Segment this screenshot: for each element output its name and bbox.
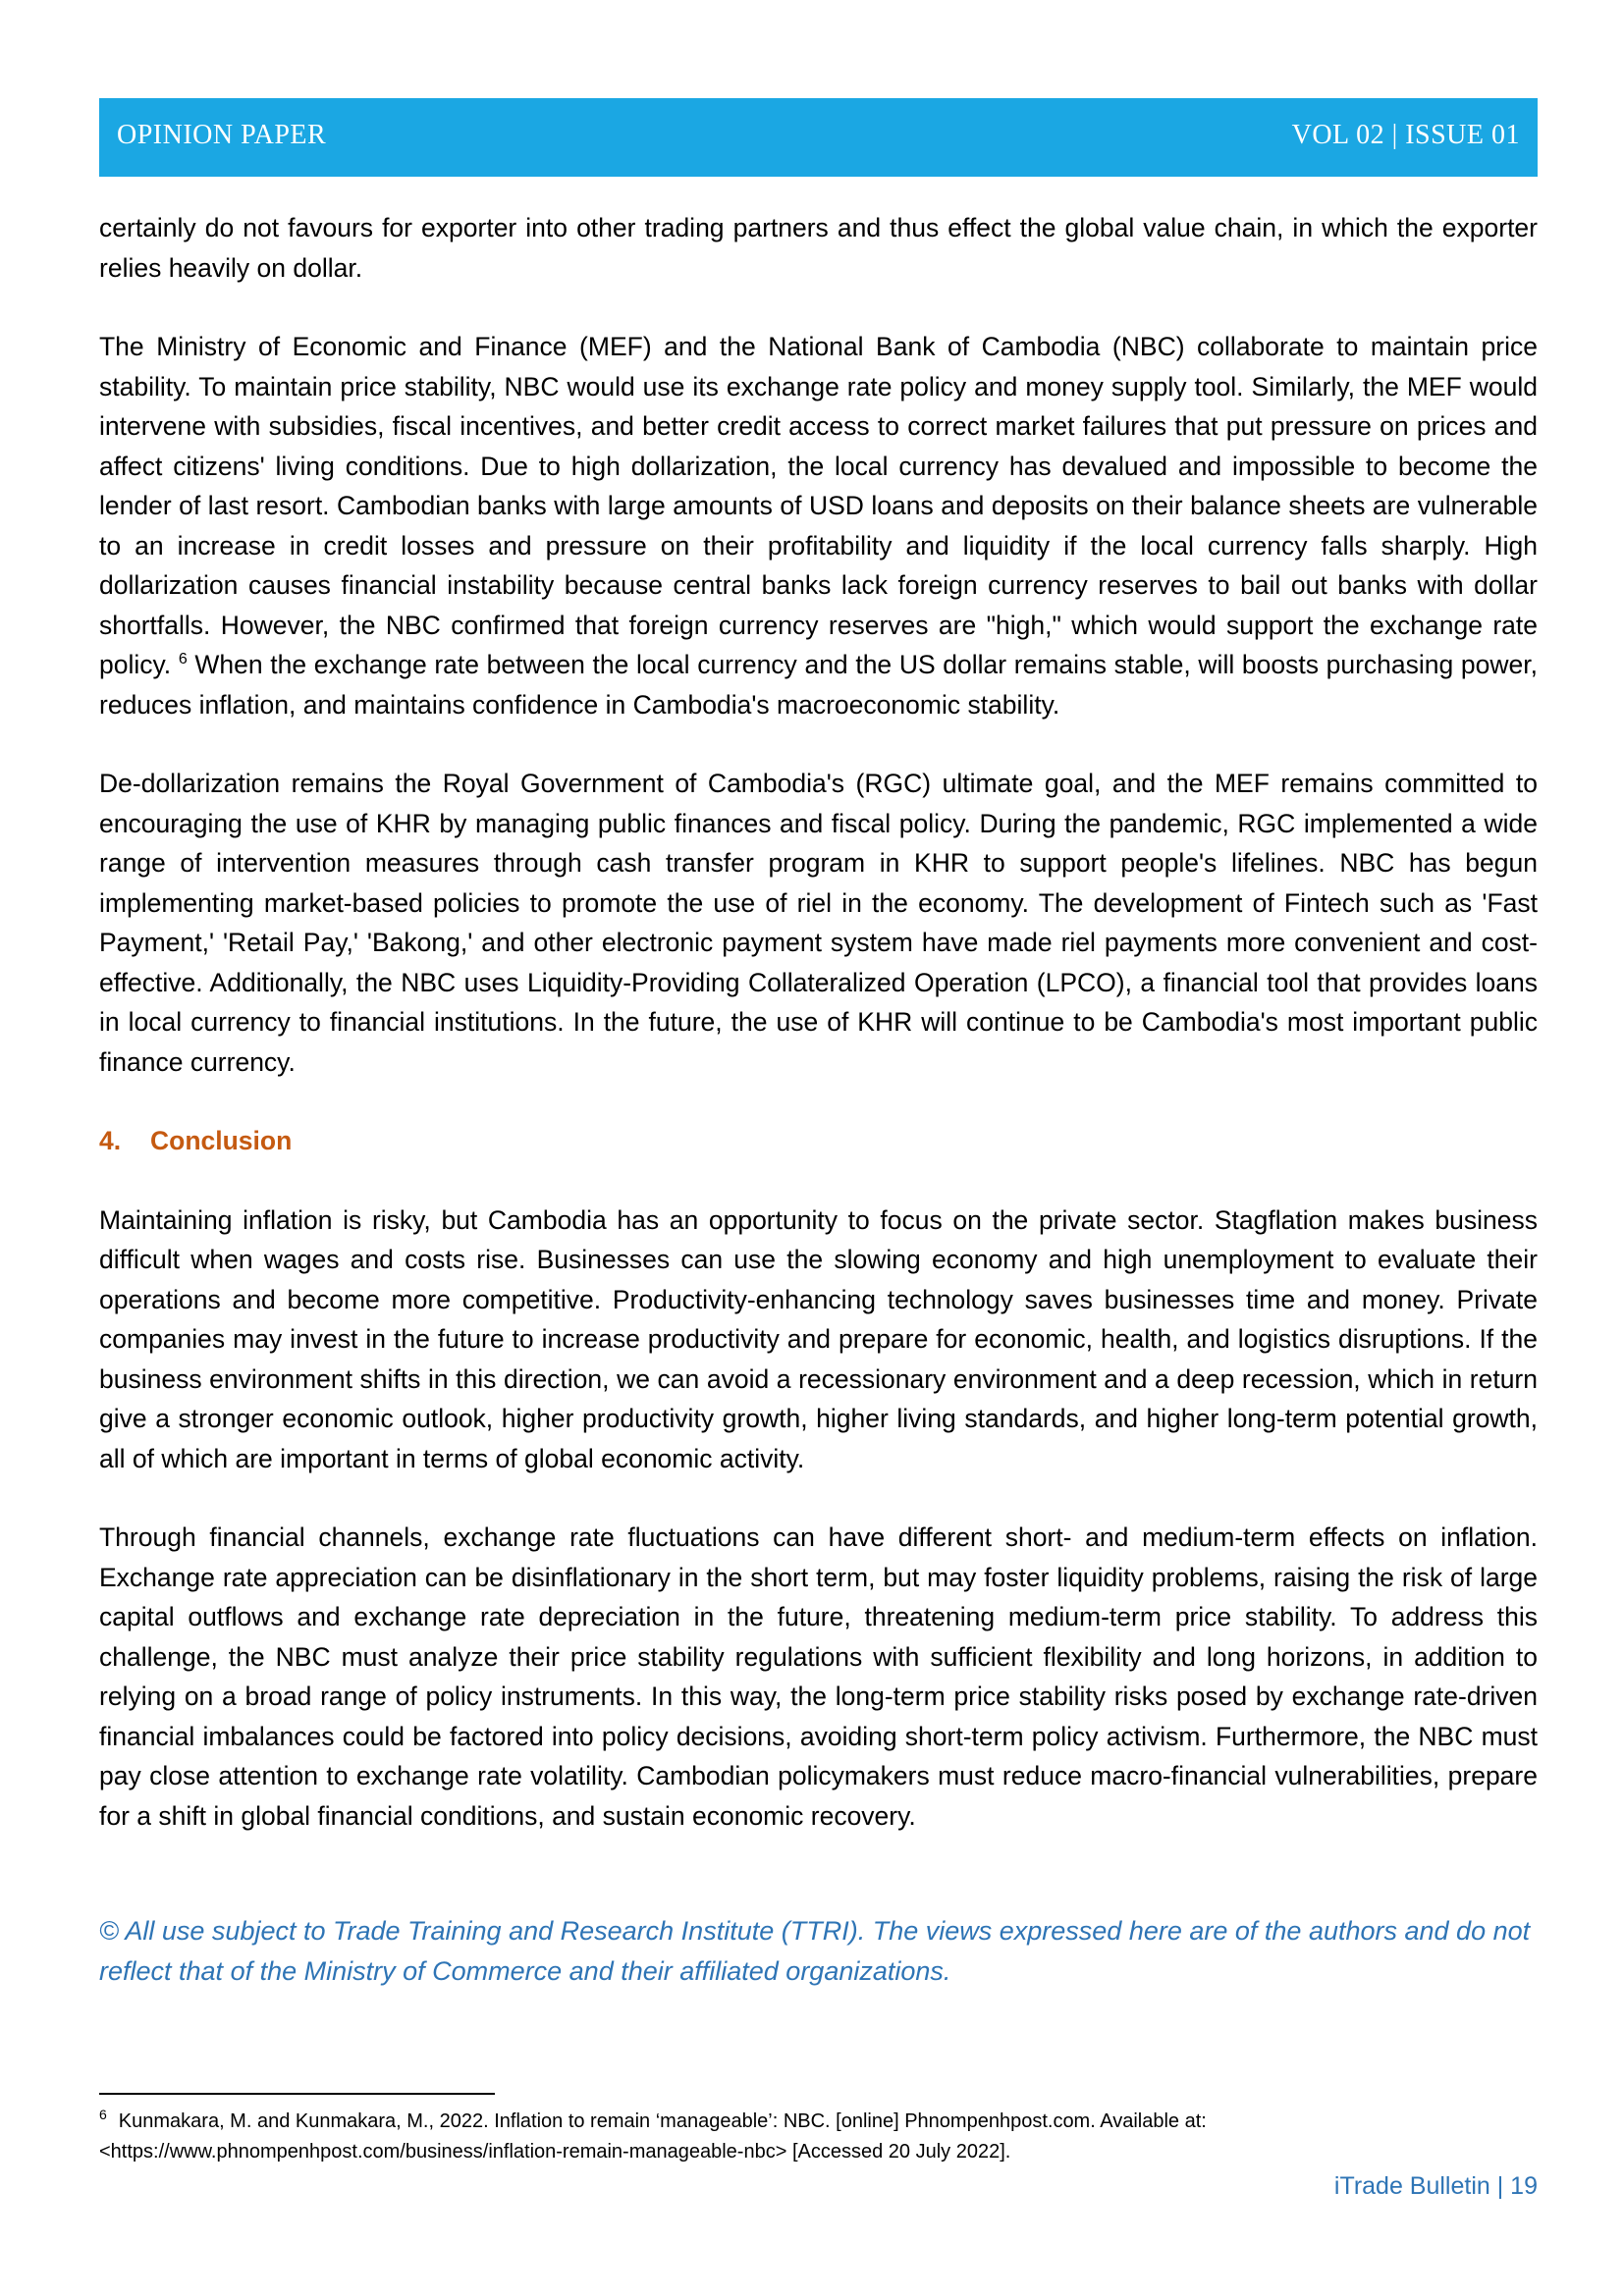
paragraph-2-continuation: When the exchange rate between the local currency and the US dollar remains stable, will boosts purchasing power, reduces inflation, and maintains confidence in Cambodia's macroeconomic stability.: [99, 650, 1538, 720]
copyright-disclaimer: © All use subject to Trade Training and Research Institute (TTRI). The views expressed here are of the authors and do not reflect that of the Ministry of Commerce and their affiliated organizations.: [99, 1916, 1531, 1986]
page-footer: iTrade Bulletin | 19: [1333, 2172, 1538, 2200]
paragraph-3: De-dollarization remains the Royal Government of Cambodia's (RGC) ultimate goal, and the MEF remains committed to encouraging the use of KHR by managing public finances and fiscal policy. During the pandemic, RGC implemented a wide range of intervention measures through cash transfer program in KHR to support people's lifelines. NBC has begun implementing market-based policies to promote the use of riel in the economy. The development of Fintech such as 'Fast Payment,' 'Retail Pay,' 'Bakong,' and other electronic payment system have made riel payments more convenient and cost-effective. Additionally, the NBC uses Liquidity-Providing Collateralized Operation (LPCO), a financial tool that provides loans in local currency to financial institutions. In the future, the use of KHR will continue to be Cambodia's most important public finance currency.: [99, 769, 1538, 1077]
footnote: [99, 2107, 1538, 2167]
paragraph-2: [99, 327, 1538, 724]
header-volume-issue: VOL 02 | ISSUE 01: [1291, 120, 1520, 150]
header-bar: [99, 98, 1538, 177]
section-title: Conclusion: [150, 1126, 293, 1155]
footnote-reference[interactable]: 6: [178, 651, 188, 668]
section-number: 4.: [99, 1126, 122, 1155]
paragraph-2-text: The Ministry of Economic and Finance (MEF) and the National Bank of Cambodia (NBC) collaborate to maintain price stability. To maintain price stability, NBC would use its exchange rate policy and money supply tool. Similarly, the MEF would intervene with subsidies, fiscal incentives, and better credit access to correct market failures that put pressure on prices and affect citizens' living conditions. Due to high dollarization, the local currency has devalued and impossible to become the lender of last resort. Cambodian banks with large amounts of USD loans and deposits on their balance sheets are vulnerable to an increase in credit losses and pressure on their profitability and liquidity if the local currency falls sharply. High dollarization causes financial instability because central banks lack foreign currency reserves to bail out banks with dollar shortfalls. However, the NBC confirmed that foreign currency reserves are "high," which would support the exchange rate policy.: [99, 332, 1538, 679]
section-heading: [99, 1121, 1538, 1161]
paragraph-4: Maintaining inflation is risky, but Cambodia has an opportunity to focus on the private sector. Stagflation makes business difficult when wages and costs rise. Businesses can use the slowing economy and high unemployment to evaluate their operations and become more competitive. Productivity-enhancing technology saves businesses time and money. Private companies may invest in the future to increase productivity and prepare for economic, health, and logistics disruptions. If the business environment shifts in this direction, we can avoid a recessionary environment and a deep recession, which in return give a stronger economic outlook, higher productivity growth, higher living standards, and higher long-term potential growth, all of which are important in terms of global economic activity.: [99, 1204, 1538, 1473]
header-section-label: OPINION PAPER: [117, 120, 327, 150]
paragraph-1: certainly do not favours for exporter into other trading partners and thus effect the global value chain, in which the exporter relies heavily on dollar.: [99, 213, 1538, 283]
footnote-divider: [99, 2093, 495, 2095]
paragraph-5: Through financial channels, exchange rate fluctuations can have different short- and medium-term effects on inflation. Exchange rate appreciation can be disinflationary in the short term, but may foster liquidity problems, raising the risk of large capital outflows and exchange rate depreciation in the future, threatening medium-term price stability. To address this challenge, the NBC must analyze their price stability regulations with sufficient flexibility and long horizons, in addition to relying on a broad range of policy instruments. In this way, the long-term price stability risks posed by exchange rate-driven financial imbalances could be factored into policy decisions, avoiding short-term policy activism. Furthermore, the NBC must pay close attention to exchange rate volatility. Cambodian policymakers must reduce macro-financial vulnerabilities, prepare for a shift in global financial conditions, and sustain economic recovery.: [99, 1522, 1538, 1831]
footnote-text: Kunmakara, M. and Kunmakara, M., 2022. Inflation to remain ‘manageable’: NBC. [online] Phnompenhpost.com. Available at: <https://www.phnompenhpost.com/business/inflation-remain-manageable-nbc> [Accessed 20 July 2022].: [99, 2110, 1207, 2163]
article-body: [99, 208, 1538, 1992]
footnote-number: 6: [99, 2107, 107, 2123]
